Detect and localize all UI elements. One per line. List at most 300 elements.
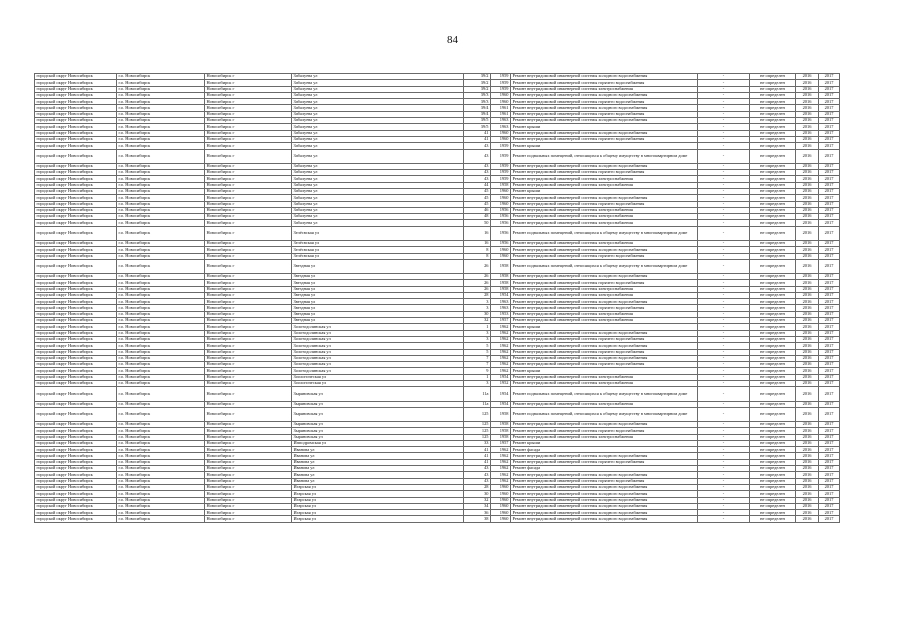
municipality-cell: городской округ Новосибирск [35,387,117,401]
year-cell: 1963 [491,299,511,305]
city-unit-cell: г.о. Новосибирск [117,355,205,361]
dash-cell: - [698,368,750,374]
locality-cell: Новосибирск г [205,273,292,279]
dash-cell: - [698,182,750,188]
street-cell: Зелёсвская ул [292,247,464,253]
street-cell: Звездная ул [292,292,464,298]
locality-cell: Новосибирск г [205,472,292,478]
year-to-cell: 2017 [819,330,840,336]
municipality-cell: городской округ Новосибирск [35,195,117,201]
municipality-cell: городской округ Новосибирск [35,111,117,117]
city-unit-cell: г.о. Новосибирск [117,80,205,86]
not-defined-cell: не определен [750,305,796,311]
year-from-cell: 2016 [796,478,819,484]
year-cell: 1957 [491,440,511,446]
year-from-cell: 2016 [796,253,819,259]
not-defined-cell: не определен [750,349,796,355]
work-type-cell: Ремонт внутридомовой инженерной системы электроснабжения [511,86,698,92]
street-cell: Зыряновская ул [292,387,464,401]
work-type-cell: Ремонт внутридомовой инженерной системы холодного водоснабжения [511,510,698,516]
dash-cell: - [698,401,750,407]
year-from-cell: 2016 [796,124,819,130]
dash-cell: - [698,447,750,453]
year-to-cell: 2017 [819,510,840,516]
year-from-cell: 2016 [796,428,819,434]
not-defined-cell: не определен [750,286,796,292]
street-cell: Забалуева ул [292,195,464,201]
year-cell: 1954 [491,292,511,298]
year-from-cell: 2016 [796,491,819,497]
year-from-cell: 2016 [796,466,819,472]
not-defined-cell: не определен [750,253,796,259]
year-from-cell: 2016 [796,510,819,516]
dash-cell: - [698,336,750,342]
dash-cell: - [698,207,750,213]
municipality-cell: городской округ Новосибирск [35,74,117,80]
year-cell: 1958 [491,182,511,188]
dash-cell: - [698,253,750,259]
year-from-cell: 2016 [796,163,819,169]
municipality-cell: городской округ Новосибирск [35,453,117,459]
year-from-cell: 2016 [796,407,819,421]
year-cell: 1954 [491,374,511,380]
house-cell: 43 [464,163,491,169]
capital-repair-works-table [34,73,840,523]
not-defined-cell: не определен [750,207,796,213]
municipality-cell: городской округ Новосибирск [35,240,117,246]
locality-cell: Новосибирск г [205,163,292,169]
not-defined-cell: не определен [750,292,796,298]
city-unit-cell: г.о. Новосибирск [117,240,205,246]
house-cell: 43 [464,143,491,149]
house-cell: 7 [464,355,491,361]
municipality-cell: городской округ Новосибирск [35,299,117,305]
year-from-cell: 2016 [796,136,819,142]
locality-cell: Новосибирск г [205,355,292,361]
municipality-cell: городской округ Новосибирск [35,355,117,361]
municipality-cell: городской округ Новосибирск [35,497,117,503]
year-to-cell: 2017 [819,253,840,259]
work-type-cell: Ремонт внутридомовой инженерной системы электроснабжения [511,182,698,188]
dash-cell: - [698,188,750,194]
year-from-cell: 2016 [796,195,819,201]
municipality-cell: городской округ Новосибирск [35,311,117,317]
year-to-cell: 2017 [819,136,840,142]
year-to-cell: 2017 [819,305,840,311]
street-cell: Зоологическая ул [292,374,464,380]
dash-cell: - [698,214,750,220]
year-from-cell: 2016 [796,118,819,124]
year-cell: 1962 [491,453,511,459]
house-cell: 44 [464,182,491,188]
locality-cell: Новосибирск г [205,387,292,401]
work-type-cell: Ремонт внутридомовой инженерной системы электроснабжения [511,434,698,440]
city-unit-cell: г.о. Новосибирск [117,176,205,182]
year-from-cell: 2016 [796,92,819,98]
year-to-cell: 2017 [819,324,840,330]
year-to-cell: 2017 [819,286,840,292]
work-type-cell: Ремонт внутридомовой инженерной системы электроснабжения [511,318,698,324]
street-cell: Зоологическая ул [292,381,464,387]
house-cell: 41 [464,447,491,453]
street-cell: Забалуева ул [292,80,464,86]
city-unit-cell: г.о. Новосибирск [117,92,205,98]
dash-cell: - [698,311,750,317]
work-type-cell: Ремонт внутридомовой инженерной системы холодного водоснабжения [511,118,698,124]
dash-cell: - [698,453,750,459]
municipality-cell: городской округ Новосибирск [35,440,117,446]
municipality-cell: городской округ Новосибирск [35,149,117,163]
not-defined-cell: не определен [750,453,796,459]
city-unit-cell: г.о. Новосибирск [117,491,205,497]
dash-cell: - [698,428,750,434]
city-unit-cell: г.о. Новосибирск [117,434,205,440]
house-cell: 30 [464,311,491,317]
street-cell: Игарская ул [292,484,464,490]
house-cell: 39/5 [464,118,491,124]
street-cell: Звездная ул [292,280,464,286]
street-cell: Иванова ул [292,459,464,465]
city-unit-cell: г.о. Новосибирск [117,207,205,213]
dash-cell: - [698,143,750,149]
page-number: 84 [447,34,458,46]
year-from-cell: 2016 [796,447,819,453]
locality-cell: Новосибирск г [205,149,292,163]
street-cell: Зыряновская ул [292,434,464,440]
not-defined-cell: не определен [750,324,796,330]
locality-cell: Новосибирск г [205,466,292,472]
dash-cell: - [698,259,750,273]
table-row [35,516,840,522]
year-to-cell: 2017 [819,355,840,361]
year-cell: 1962 [491,349,511,355]
house-cell: 41 [464,130,491,136]
not-defined-cell: не определен [750,447,796,453]
locality-cell: Новосибирск г [205,478,292,484]
municipality-cell: городской округ Новосибирск [35,286,117,292]
house-cell: 16 [464,240,491,246]
city-unit-cell: г.о. Новосибирск [117,124,205,130]
year-cell: 1958 [491,407,511,421]
year-cell: 1952 [491,381,511,387]
work-type-cell: Ремонт внутридомовой инженерной системы холодного водоснабжения [511,422,698,428]
street-cell: Забалуева ул [292,207,464,213]
year-from-cell: 2016 [796,343,819,349]
locality-cell: Новосибирск г [205,459,292,465]
year-to-cell: 2017 [819,434,840,440]
year-to-cell: 2017 [819,466,840,472]
locality-cell: Новосибирск г [205,318,292,324]
year-to-cell: 2017 [819,299,840,305]
locality-cell: Новосибирск г [205,176,292,182]
locality-cell: Новосибирск г [205,74,292,80]
house-cell: 7 [464,362,491,368]
work-type-cell: Ремонт внутридомовой инженерной системы горячего водоснабжения [511,80,698,86]
not-defined-cell: не определен [750,182,796,188]
house-cell: 3 [464,299,491,305]
city-unit-cell: г.о. Новосибирск [117,330,205,336]
not-defined-cell: не определен [750,434,796,440]
house-cell: 41 [464,459,491,465]
street-cell: Забалуева ул [292,163,464,169]
dash-cell: - [698,299,750,305]
year-from-cell: 2016 [796,176,819,182]
house-cell: 45 [464,195,491,201]
year-cell: 1961 [491,105,511,111]
year-to-cell: 2017 [819,201,840,207]
not-defined-cell: не определен [750,422,796,428]
year-to-cell: 2017 [819,92,840,98]
year-cell: 1956 [491,220,511,226]
dash-cell: - [698,170,750,176]
year-cell: 1958 [491,422,511,428]
not-defined-cell: не определен [750,478,796,484]
year-to-cell: 2017 [819,124,840,130]
year-to-cell: 2017 [819,273,840,279]
work-type-cell: Ремонт внутридомовой инженерной системы холодного водоснабжения [511,516,698,522]
city-unit-cell: г.о. Новосибирск [117,305,205,311]
municipality-cell: городской округ Новосибирск [35,330,117,336]
year-to-cell: 2017 [819,292,840,298]
city-unit-cell: г.о. Новосибирск [117,118,205,124]
year-cell: 1960 [491,253,511,259]
municipality-cell: городской округ Новосибирск [35,259,117,273]
not-defined-cell: не определен [750,466,796,472]
work-type-cell: Ремонт внутридомовой инженерной системы горячего водоснабжения [511,253,698,259]
municipality-cell: городской округ Новосибирск [35,92,117,98]
year-from-cell: 2016 [796,381,819,387]
street-cell: Зыряновская ул [292,407,464,421]
year-from-cell: 2016 [796,311,819,317]
work-type-cell: Ремонт внутридомовой инженерной системы холодного водоснабжения [511,273,698,279]
street-cell: Звездная ул [292,305,464,311]
street-cell: Звездная ул [292,311,464,317]
not-defined-cell: не определен [750,247,796,253]
municipality-cell: городской округ Новосибирск [35,105,117,111]
year-from-cell: 2016 [796,99,819,105]
not-defined-cell: не определен [750,188,796,194]
year-cell: 1956 [491,207,511,213]
dash-cell: - [698,163,750,169]
municipality-cell: городской округ Новосибирск [35,188,117,194]
dash-cell: - [698,124,750,130]
dash-cell: - [698,503,750,509]
year-cell: 1962 [491,362,511,368]
city-unit-cell: г.о. Новосибирск [117,136,205,142]
not-defined-cell: не определен [750,459,796,465]
house-cell: 50 [464,220,491,226]
year-cell: 1962 [491,343,511,349]
city-unit-cell: г.о. Новосибирск [117,428,205,434]
year-cell: 1960 [491,188,511,194]
dash-cell: - [698,220,750,226]
year-from-cell: 2016 [796,207,819,213]
work-type-cell: Ремонт внутридомовой инженерной системы холодного водоснабжения [511,355,698,361]
house-cell: 5 [464,349,491,355]
city-unit-cell: г.о. Новосибирск [117,149,205,163]
municipality-cell: городской округ Новосибирск [35,503,117,509]
locality-cell: Новосибирск г [205,324,292,330]
work-type-cell: Ремонт внутридомовой инженерной системы холодного водоснабжения [511,491,698,497]
city-unit-cell: г.о. Новосибирск [117,105,205,111]
house-cell: 125 [464,428,491,434]
work-type-cell: Ремонт крыши [511,440,698,446]
year-to-cell: 2017 [819,247,840,253]
locality-cell: Новосибирск г [205,428,292,434]
city-unit-cell: г.о. Новосибирск [117,472,205,478]
locality-cell: Новосибирск г [205,111,292,117]
not-defined-cell: не определен [750,440,796,446]
year-from-cell: 2016 [796,362,819,368]
dash-cell: - [698,99,750,105]
street-cell: Игарская ул [292,516,464,522]
dash-cell: - [698,201,750,207]
year-cell: 1962 [491,459,511,465]
work-type-cell: Ремонт внутридомовой инженерной системы холодного водоснабжения [511,299,698,305]
not-defined-cell: не определен [750,407,796,421]
city-unit-cell: г.о. Новосибирск [117,226,205,240]
not-defined-cell: не определен [750,74,796,80]
year-to-cell: 2017 [819,381,840,387]
year-cell: 1962 [491,478,511,484]
year-from-cell: 2016 [796,355,819,361]
street-cell: Зелёсвская ул [292,253,464,259]
city-unit-cell: г.о. Новосибирск [117,497,205,503]
city-unit-cell: г.о. Новосибирск [117,188,205,194]
house-cell: 36 [464,510,491,516]
year-cell: 1962 [491,355,511,361]
municipality-cell: городской округ Новосибирск [35,130,117,136]
year-from-cell: 2016 [796,453,819,459]
year-from-cell: 2016 [796,220,819,226]
house-cell: 46 [464,207,491,213]
street-cell: Забалуева ул [292,143,464,149]
street-cell: Золотодолинская ул [292,355,464,361]
year-from-cell: 2016 [796,422,819,428]
street-cell: Звездная ул [292,273,464,279]
locality-cell: Новосибирск г [205,259,292,273]
year-to-cell: 2017 [819,311,840,317]
year-cell: 1960 [491,516,511,522]
locality-cell: Новосибирск г [205,374,292,380]
house-cell: 26 [464,259,491,273]
year-from-cell: 2016 [796,336,819,342]
locality-cell: Новосибирск г [205,188,292,194]
house-cell: 43 [464,176,491,182]
year-from-cell: 2016 [796,472,819,478]
street-cell: Иванова ул [292,466,464,472]
not-defined-cell: не определен [750,318,796,324]
locality-cell: Новосибирск г [205,516,292,522]
work-type-cell: Ремонт внутридомовой инженерной системы электроснабжения [511,311,698,317]
city-unit-cell: г.о. Новосибирск [117,292,205,298]
locality-cell: Новосибирск г [205,253,292,259]
city-unit-cell: г.о. Новосибирск [117,182,205,188]
not-defined-cell: не определен [750,86,796,92]
street-cell: Золотодолинская ул [292,368,464,374]
dash-cell: - [698,434,750,440]
municipality-cell: городской округ Новосибирск [35,447,117,453]
year-from-cell: 2016 [796,516,819,522]
house-cell: 34 [464,503,491,509]
year-from-cell: 2016 [796,368,819,374]
year-to-cell: 2017 [819,497,840,503]
year-from-cell: 2016 [796,280,819,286]
city-unit-cell: г.о. Новосибирск [117,447,205,453]
year-cell: 1960 [491,484,511,490]
year-cell: 1959 [491,143,511,149]
year-cell: 1961 [491,111,511,117]
municipality-cell: городской округ Новосибирск [35,207,117,213]
not-defined-cell: не определен [750,381,796,387]
year-cell: 1959 [491,163,511,169]
dash-cell: - [698,459,750,465]
year-cell: 1960 [491,503,511,509]
year-cell: 1959 [491,74,511,80]
city-unit-cell: г.о. Новосибирск [117,170,205,176]
year-cell: 1958 [491,259,511,273]
not-defined-cell: не определен [750,111,796,117]
year-to-cell: 2017 [819,453,840,459]
municipality-cell: городской округ Новосибирск [35,324,117,330]
year-to-cell: 2017 [819,440,840,446]
city-unit-cell: г.о. Новосибирск [117,516,205,522]
work-type-cell: Ремонт внутридомовой инженерной системы электроснабжения [511,381,698,387]
house-cell: 9 [464,368,491,374]
house-cell: 32 [464,497,491,503]
year-to-cell: 2017 [819,182,840,188]
municipality-cell: городской округ Новосибирск [35,163,117,169]
city-unit-cell: г.о. Новосибирск [117,459,205,465]
street-cell: Забалуева ул [292,118,464,124]
not-defined-cell: не определен [750,118,796,124]
work-type-cell: Ремонт внутридомовой инженерной системы горячего водоснабжения [511,428,698,434]
year-cell: 1960 [491,92,511,98]
municipality-cell: городской округ Новосибирск [35,280,117,286]
street-cell: Звездная ул [292,286,464,292]
work-type-cell: Ремонт внутридомовой инженерной системы холодного водоснабжения [511,247,698,253]
municipality-cell: городской округ Новосибирск [35,343,117,349]
year-to-cell: 2017 [819,188,840,194]
municipality-cell: городской округ Новосибирск [35,407,117,421]
locality-cell: Новосибирск г [205,422,292,428]
municipality-cell: городской округ Новосибирск [35,491,117,497]
street-cell: Иванова ул [292,447,464,453]
dash-cell: - [698,286,750,292]
house-cell: 26 [464,286,491,292]
city-unit-cell: г.о. Новосибирск [117,299,205,305]
dash-cell: - [698,472,750,478]
work-type-cell: Ремонт крыши [511,368,698,374]
year-to-cell: 2017 [819,80,840,86]
dash-cell: - [698,497,750,503]
work-type-cell: Ремонт внутридомовой инженерной системы горячего водоснабжения [511,336,698,342]
year-to-cell: 2017 [819,343,840,349]
locality-cell: Новосибирск г [205,286,292,292]
year-to-cell: 2017 [819,516,840,522]
year-to-cell: 2017 [819,374,840,380]
locality-cell: Новосибирск г [205,240,292,246]
not-defined-cell: не определен [750,149,796,163]
year-to-cell: 2017 [819,195,840,201]
not-defined-cell: не определен [750,280,796,286]
house-cell: 39/4 [464,111,491,117]
street-cell: Забалуева ул [292,74,464,80]
year-from-cell: 2016 [796,299,819,305]
dash-cell: - [698,111,750,117]
municipality-cell: городской округ Новосибирск [35,478,117,484]
work-type-cell: Ремонт внутридомовой инженерной системы холодного водоснабжения [511,130,698,136]
